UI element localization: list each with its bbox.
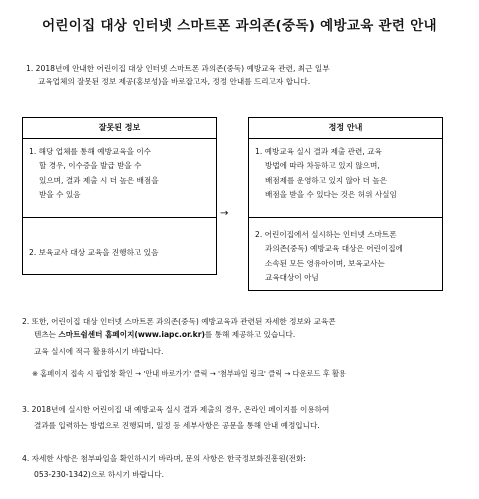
paragraph-4-line-2: 053-230-1342)으로 하시기 바랍니다.: [34, 470, 165, 479]
homepage-note: ※ 홈페이지 접속 시 팝업창 확인 → '안내 바로가기' 클릭 → '첨부파일 링크' 클릭 → 다운로드 후 활용: [32, 369, 346, 378]
correction-item-2-line: 2. 어린이집에서 실시하는 인터넷 스마트폰: [255, 230, 397, 239]
arrow-icon: →: [220, 208, 229, 219]
correction-item-2-line: 과의존(중독) 예방교육 대상은 어린이집에: [265, 244, 403, 254]
document-title: 어린이집 대상 인터넷 스마트폰 과의존(중독) 예방교육 관련 안내: [42, 18, 437, 34]
wrong-info-box: [22, 117, 217, 275]
paragraph-2-line-1: 2. 또한, 어린이집 대상 인터넷 스마트폰 과의존(중독) 예방교육과 관련된 자세한 정보와 교육콘: [22, 317, 336, 326]
wrong-info-header: 잘못된 정보: [23, 118, 216, 139]
paragraph-3: [22, 403, 329, 432]
correction-header: 정정 안내: [249, 118, 442, 139]
correction-item-1-line: 배점제를 운영하고 있지 않아 더 높은: [265, 175, 388, 185]
wrong-info-item-1-line: 할 경우, 이수증을 발급 받을 수: [39, 161, 142, 171]
paragraph-1: [26, 62, 330, 88]
smart-center-homepage-link[interactable]: 스마트쉼센터 홈페이지(www.iapc.or.kr): [58, 330, 205, 339]
paragraph-2-line-3: 교육 실시에 적극 활용하시기 바랍니다.: [34, 347, 164, 356]
correction-item-1-line: 1. 예방교육 실시 결과 제출 관련, 교육: [255, 147, 382, 156]
paragraph-2-text: 텐츠는: [34, 330, 59, 339]
wrong-info-item-1: [23, 139, 216, 219]
wrong-info-item-1-line: 1. 해당 업체를 통해 예방교육을 이수: [29, 147, 152, 156]
correction-item-2-line: 소속된 모든 영유아이며, 보육교사는: [265, 258, 385, 268]
paragraph-3-line-1: 3. 2018년에 실시한 어린이집 내 예방교육 실시 결과 제출의 경우, 온라인 페이지를 이용하여: [22, 405, 330, 414]
wrong-info-item-1-line: 있으며, 결과 제출 시 더 높은 배점을: [39, 175, 159, 185]
paragraph-3-line-2: 결과를 입력하는 방법으로 진행되며, 일정 등 세부사항은 공문을 통해 안내 예정입니다.: [34, 421, 320, 430]
correction-item-2: [249, 222, 409, 286]
wrong-info-item-2: 2. 보육교사 대상 교육을 진행하고 있음: [29, 248, 159, 257]
wrong-info-divider: [23, 217, 216, 218]
paragraph-2-text: 를 통해 제공하고 있습니다.: [204, 330, 296, 339]
correction-item-1: [249, 139, 442, 219]
paragraph-2: [22, 315, 336, 358]
correction-item-1-line: 배점을 받을 수 있다는 것은 허위 사실임: [265, 190, 397, 200]
correction-box: [248, 117, 443, 291]
paragraph-1-line-2: 교육업체의 잘못된 정보 제공(홍보성)을 바로잡고자, 정정 안내를 드리고자 합니다.: [38, 77, 311, 86]
paragraph-4: [22, 452, 306, 481]
paragraph-4-line-1: 4. 자세한 사항은 첨부파일을 확인하시기 바라며, 문의 사항은 한국정보화진흥원(전화:: [22, 454, 306, 463]
correction-item-1-line: 방법에 따라 차등하고 있지 않으며,: [265, 161, 380, 171]
correction-divider: [249, 217, 442, 218]
wrong-info-item-1-line: 받을 수 있음: [39, 190, 81, 200]
paragraph-1-line-1: 1. 2018년에 안내한 어린이집 대상 인터넷 스마트폰 과의존(중독) 예방교육 관련, 최근 일부: [26, 64, 330, 73]
paragraph-2-line-2: [22, 328, 336, 341]
correction-item-2-line: 교육대상이 아님: [265, 273, 319, 283]
